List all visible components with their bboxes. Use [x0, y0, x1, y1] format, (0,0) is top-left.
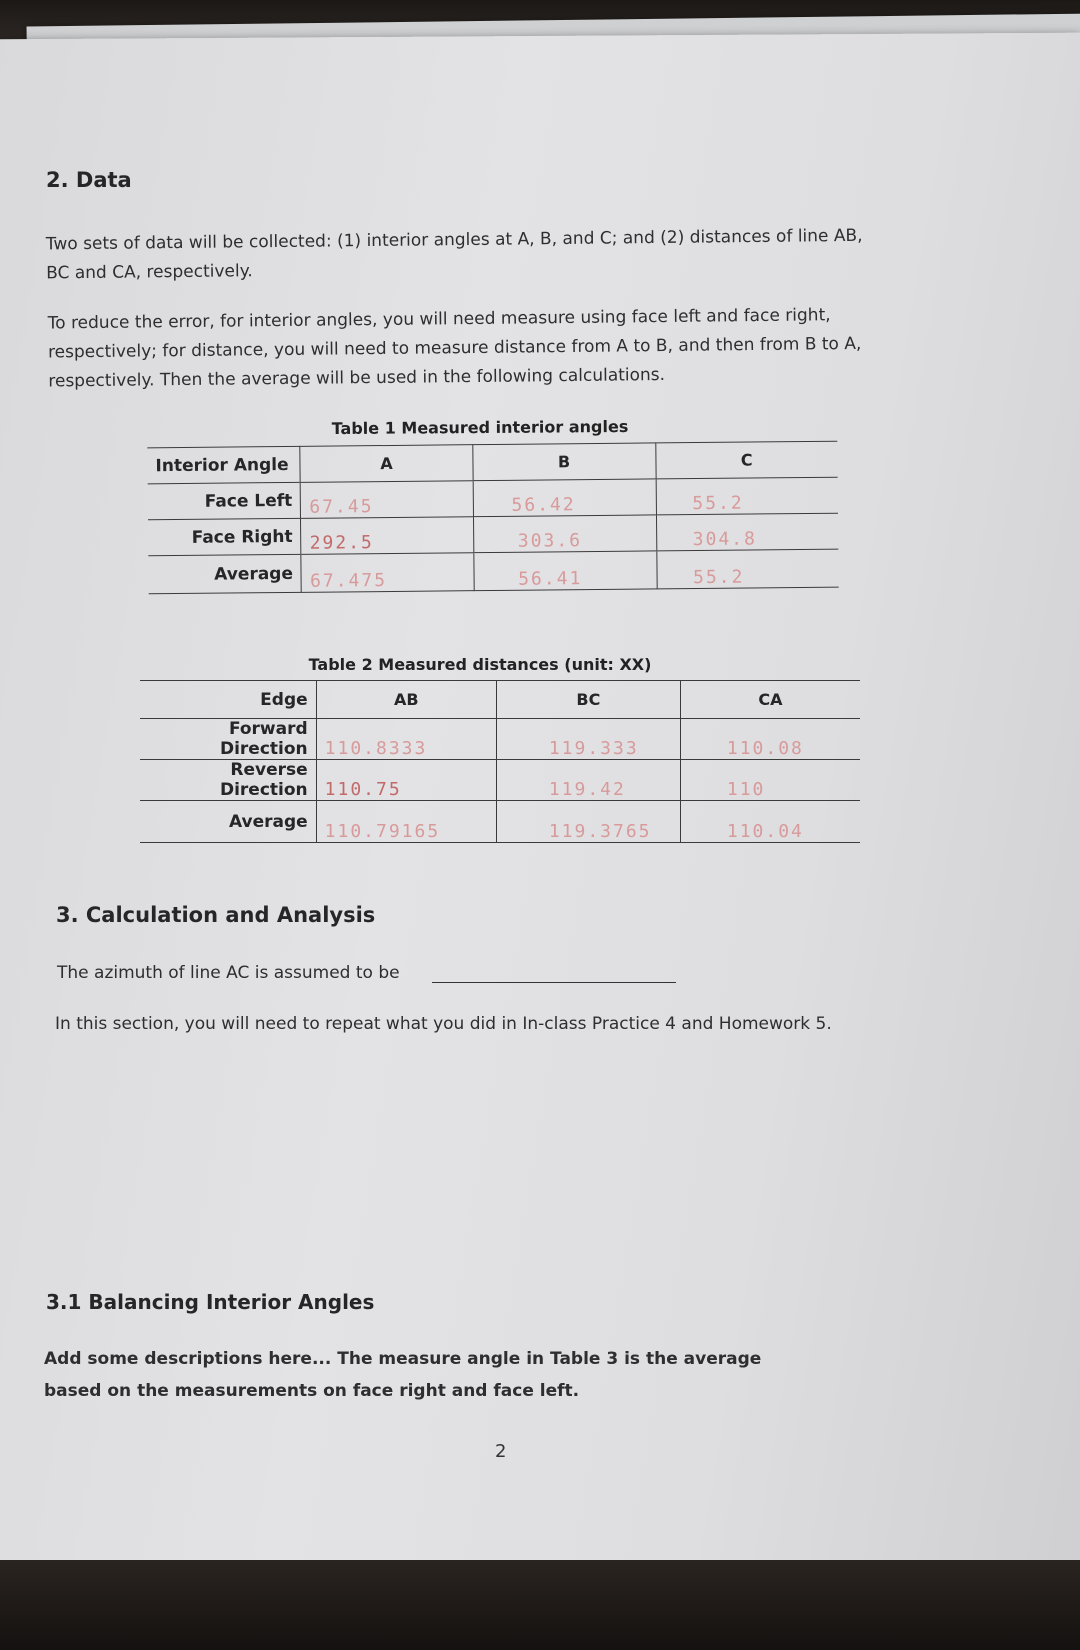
- table1-caption: Table 1 Measured interior angles: [331, 416, 629, 439]
- table1-cell: 55.2: [656, 549, 838, 589]
- table1-cell: 56.42: [473, 479, 656, 517]
- table2-col-header: AB: [316, 681, 496, 719]
- intro-paragraph: Two sets of data will be collected: (1) interior angles at A, B, and C; and (2) distances of line AB, BC and CA, respectively.: [45, 225, 863, 284]
- table1-cell: 55.2: [656, 477, 838, 515]
- table1-row-label: Face Right: [148, 518, 301, 555]
- table2-cell: 110.8333: [316, 719, 496, 760]
- section-heading-balancing: 3.1 Balancing Interior Angles: [46, 1290, 375, 1314]
- table2-col-header: BC: [496, 681, 680, 719]
- table2-distances: [140, 680, 860, 843]
- table1-cell: 303.6: [473, 515, 656, 553]
- table1-row-label: Average: [148, 554, 301, 593]
- table2-cell: 110.75: [316, 760, 496, 801]
- method-paragraph: To reduce the error, for interior angles, you will need measure using face left and face right, respectively; for distance, you will need to measure distance from A to B, and then from B to A, respectively. Then the average will be used in the following calculations.: [47, 305, 862, 392]
- desk-surface: [0, 1560, 1080, 1650]
- table2-cell: 119.42: [496, 760, 680, 801]
- table2-cell: 110.08: [680, 719, 860, 760]
- table1-interior-angles: [147, 441, 838, 595]
- table2-cell: 119.3765: [496, 801, 680, 843]
- table2-row-label: Reverse Direction: [140, 760, 316, 801]
- table1-cell: 67.475: [301, 553, 474, 593]
- table1-cell: 304.8: [656, 513, 838, 551]
- azimuth-blank-line: [432, 982, 676, 983]
- table2-caption: Table 2 Measured distances (unit: XX): [308, 655, 652, 674]
- azimuth-text: The azimuth of line AC is assumed to be: [57, 963, 400, 983]
- balancing-description: Add some descriptions here... The measure angle in Table 3 is the average based on the measurements on face right and face left.: [44, 1349, 762, 1401]
- table2-cell: 119.333: [496, 719, 680, 760]
- table1-row-label: Face Left: [148, 482, 301, 519]
- section-heading-calculation: 3. Calculation and Analysis: [56, 903, 376, 927]
- table1-col-header: C: [655, 441, 837, 479]
- table2-cell: 110.79165: [316, 801, 496, 843]
- table1-col-header: B: [472, 443, 655, 481]
- table2-row-label: Average: [140, 801, 316, 843]
- table1-col-header: A: [300, 445, 472, 483]
- table2-corner-header: Edge: [140, 681, 316, 719]
- table1-cell: 67.45: [301, 481, 473, 519]
- table2-col-header: CA: [680, 681, 860, 719]
- section-heading-data: 2. Data: [46, 168, 132, 192]
- table2-cell: 110: [680, 760, 860, 801]
- page-number: 2: [495, 1441, 507, 1462]
- repeat-instructions: In this section, you will need to repeat what you did in In-class Practice 4 and Homework 5.: [55, 1014, 832, 1034]
- table1-corner-header: Interior Angle: [147, 446, 300, 483]
- table1-cell: 56.41: [473, 551, 656, 591]
- table1-cell: 292.5: [301, 517, 473, 555]
- table2-cell: 110.04: [680, 801, 860, 843]
- table2-row-label: Forward Direction: [140, 719, 316, 760]
